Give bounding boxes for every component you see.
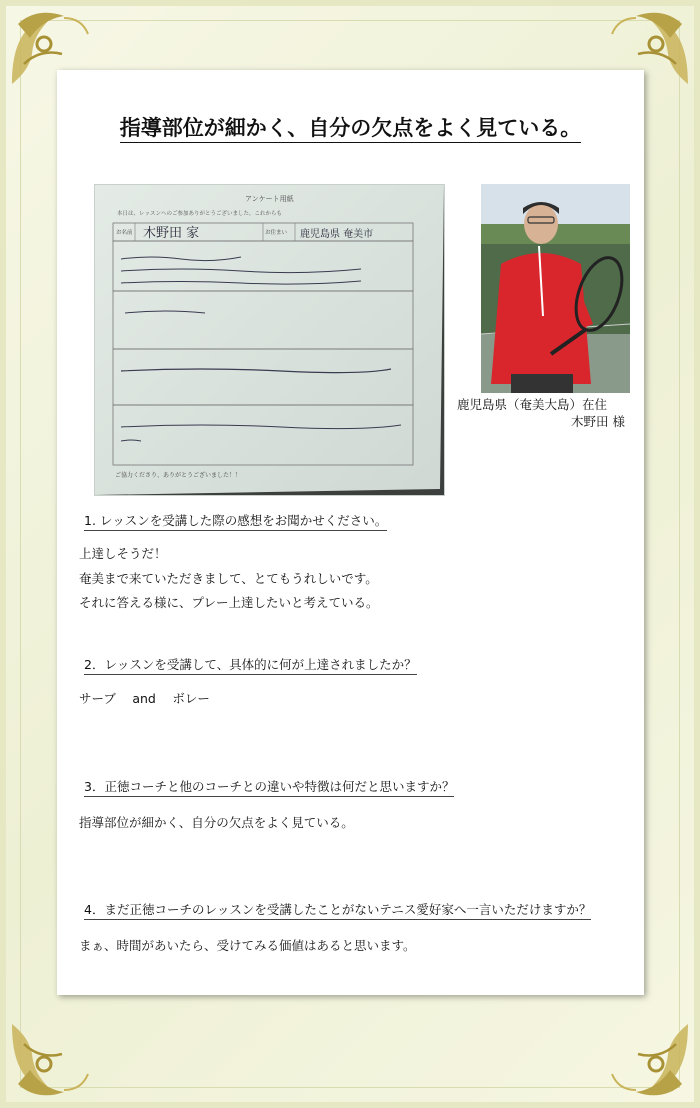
corner-ornament-icon	[4, 1014, 94, 1104]
answer-2: サーブ and ボレー	[79, 691, 210, 706]
survey-footer: ご協力くださり、ありがとうございました！！	[115, 472, 242, 479]
question-4-label: 4．まだ正徳コーチのレッスンを受講したことがないテニス愛好家へ一言いただけますか？	[84, 902, 591, 920]
question-3-label: 3．正徳コーチと他のコーチとの違いや特徴は何だと思いますか？	[84, 779, 454, 797]
customer-photo	[481, 184, 630, 393]
question-2	[84, 655, 417, 673]
answer-3: 指導部位が細かく、自分の欠点をよく見ている。	[79, 815, 354, 830]
survey-name-value: 木野田 家	[143, 226, 200, 241]
answer-1: 上達しそうだ！ 奄美まで来ていただきまして、とてもうれしいです。 それに答える様に、プレー上達したいと考えている。	[79, 546, 379, 610]
customer-caption	[457, 396, 637, 430]
testimonial-card	[57, 70, 644, 995]
customer-location: 鹿児島県（奄美大島）在住	[457, 397, 608, 412]
customer-name: 木野田 様	[571, 414, 625, 429]
customer-image	[481, 184, 630, 393]
survey-sheet-photo	[94, 184, 445, 496]
survey-name-label: お名前	[116, 230, 133, 236]
corner-ornament-icon	[606, 1014, 696, 1104]
answer-4: まぁ、時間があいたら、受けてみる価値はあると思います。	[79, 938, 416, 953]
survey-sheet-image	[95, 185, 444, 495]
question-2-label: 2．レッスンを受講して、具体的に何が上達されましたか？	[84, 657, 417, 675]
page-title-text: 指導部位が細かく、自分の欠点をよく見ている。	[120, 116, 582, 143]
survey-intro: 本日は、レッスンへのご参加ありがとうございました。これからも	[117, 211, 282, 217]
survey-heading: アンケート用紙	[245, 195, 294, 203]
question-4	[84, 900, 591, 918]
survey-address-label: お住まい	[265, 230, 288, 236]
question-1	[84, 511, 387, 529]
page-title	[57, 112, 644, 142]
question-3	[84, 777, 454, 795]
survey-address-value: 鹿児島県 奄美市	[300, 229, 374, 240]
question-1-label: 1. レッスンを受講した際の感想をお聞かせください。	[84, 513, 387, 531]
